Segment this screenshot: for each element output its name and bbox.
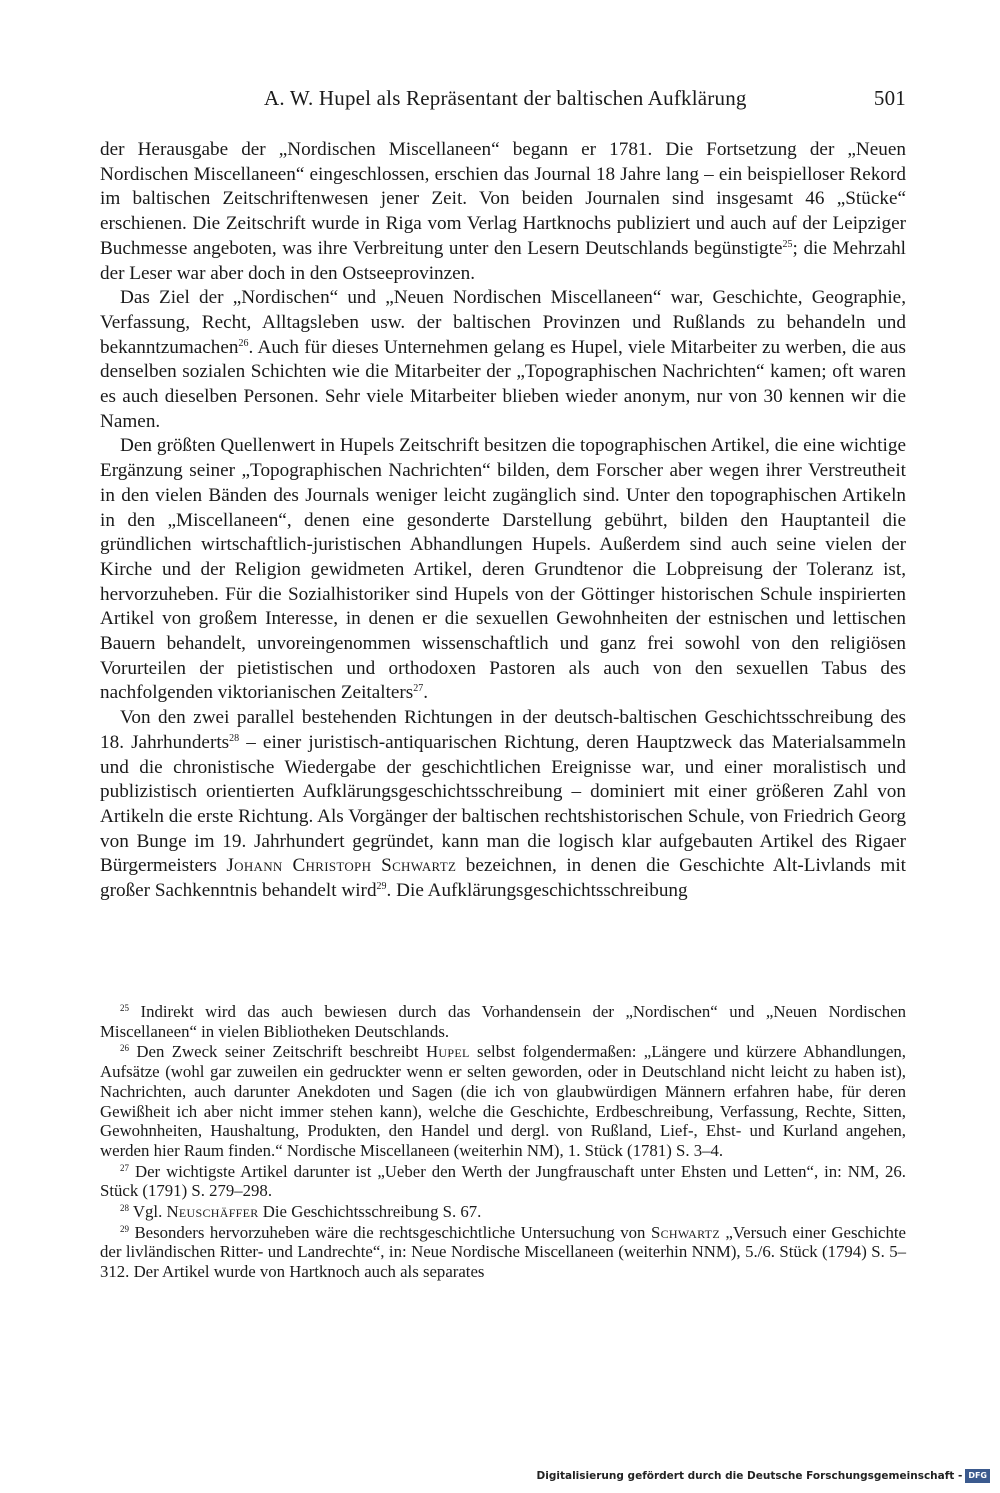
footnote-text: Vgl. bbox=[129, 1202, 167, 1222]
footnote-text: selbst folgendermaßen: „Längere und kürzere Abhandlungen, Aufsätze (wohl gar zuweilen ein gedruckter wenn er selten geworden, oder in Deutschland nicht leicht zu haben ist), Nachrichten, auch darunter Anekdoten und Sagen (die ich von glaubwürdigen Männern erfahren habe, für deren Gewißheit ich aber nicht immer stehen kann), welche die Geschichte, Erdbeschreibung, Verfassung, Rechte, Sitten, Gewohnheiten, Haushaltung, Produkten, den Handel und dergl. von Rußland, Lief-, Ehst- und Kurland angehen, werden hier Raum finden.“ Nordische Miscellaneen (weiterhin NM), 1. Stück (1781) S. 3–4. bbox=[100, 1042, 906, 1160]
person-name: Johann Christoph Schwartz bbox=[226, 855, 457, 877]
text-segment: Von den zwei parallel bestehenden Richtungen in der deutsch-baltischen Geschichtsschreibung des 18. Jahrhunderts bbox=[100, 707, 906, 753]
footnotes bbox=[100, 1002, 906, 1283]
footnote bbox=[100, 1042, 906, 1160]
text-segment: Das Ziel der „Nordischen“ und „Neuen Nordischen Miscellaneen“ war, Geschichte, Geographie, Verfassung, Recht, Alltagsleben usw. der baltischen Provinzen und Rußlands zu behandeln und bekanntzumachen bbox=[100, 287, 906, 358]
text-segment: . bbox=[423, 682, 429, 704]
footnote-number: 27 bbox=[120, 1162, 129, 1173]
footnote-text: Die Geschichtsschreibung S. 67. bbox=[258, 1202, 482, 1222]
footnote-number: 26 bbox=[120, 1043, 129, 1054]
footnote-text: Besonders hervorzuheben wäre die rechtsgeschichtliche Untersuchung von bbox=[129, 1222, 651, 1242]
person-name: Schwartz bbox=[650, 1222, 720, 1242]
paragraph bbox=[100, 286, 906, 434]
footnote bbox=[100, 1202, 906, 1222]
person-name: Hupel bbox=[426, 1042, 470, 1062]
footnote-text: „Versuch einer Geschichte der livländischen Ritter- und Landrechte“, in: Neue Nordische Miscellaneen (weiterhin NNM), 5./6. Stück (1794) S. 5–312. Der Artikel wurde von Hartknoch auch als separates bbox=[100, 1222, 906, 1282]
digitization-credit bbox=[537, 1469, 990, 1483]
footnote-text: Indirekt wird das auch bewiesen durch das Vorhandensein der „Nordischen“ und „Neuen Nordischen Miscellaneen“ in vielen Bibliotheken Deutschlands. bbox=[100, 1002, 906, 1041]
text-segment: der Herausgabe der „Nordischen Miscellaneen“ begann er 1781. Die Fortsetzung der „Neuen Nordischen Miscellaneen“ eingeschlossen, erschien das Journal 18 Jahre lang – ein beispielloser Rekord im baltischen Zeitschriftenwesen jener Zeit. Von beiden Journalen sind insgesamt 46 „Stücke“ erschienen. Die Zeitschrift wurde in Riga vom Verlag Hartknochs publiziert und auch auf der Leipziger Buchmesse angeboten, was ihre Verbreitung unter den Lesern Deutschlands begünstigte bbox=[100, 139, 906, 259]
running-title: A. W. Hupel als Repräsentant der baltischen Aufklärung bbox=[264, 86, 747, 110]
footnote bbox=[100, 1223, 906, 1282]
dfg-logo: DFG bbox=[965, 1469, 990, 1483]
footnote-ref: 26 bbox=[238, 337, 249, 349]
paragraph bbox=[100, 706, 906, 904]
text-segment: . Die Aufklärungsgeschichtsschreibung bbox=[386, 880, 688, 902]
footnote-ref: 25 bbox=[782, 238, 793, 250]
footnote-text: Den Zweck seiner Zeitschrift beschreibt bbox=[129, 1042, 427, 1062]
text-segment: ; die Mehrzahl der Leser war aber doch in den Ostseeprovinzen. bbox=[100, 237, 907, 284]
footnote-ref: 27 bbox=[413, 683, 424, 695]
page-number: 501 bbox=[873, 86, 906, 110]
footnote-number: 28 bbox=[120, 1203, 129, 1214]
person-name: Neuschäffer bbox=[166, 1202, 259, 1222]
footnote bbox=[100, 1162, 906, 1201]
text-segment: – einer juristisch-antiquarischen Richtung, deren Hauptzweck das Materialsammeln und die chronistische Wiedergabe der geschichtlichen Ereignisse war, und einer moralistisch und publizistisch orientierten Aufklärungsgeschichtsschreibung – dominiert mit einer größeren Zahl von Artikeln die erste Richtung. Als Vorgänger der baltischen rechtshistorischen Schule, von Friedrich Georg von Bunge im 19. Jahrhundert gegründet, kann man die logisch klar aufgebauten Artikel des Rigaer Bürgermeisters bbox=[100, 731, 907, 877]
footnote-number: 29 bbox=[120, 1223, 129, 1234]
running-header bbox=[100, 86, 906, 116]
footnote-ref: 28 bbox=[229, 732, 240, 744]
footnote-number: 25 bbox=[120, 1003, 129, 1013]
text-segment: bezeichnen, in denen die Geschichte Alt-Livlands mit großer Sachkenntnis behandelt wird bbox=[100, 855, 906, 902]
footnote-ref: 29 bbox=[376, 881, 387, 893]
text-segment: . Auch für dieses Unternehmen gelang es Hupel, viele Mitarbeiter zu werben, die aus denselben sozialen Schichten wie die Mitarbeiter der „Topographischen Nachrichten“ kamen; oft waren es auch dieselben Personen. Sehr viele Mitarbeiter blieben wieder anonym, nur von 30 kennen wir die Namen. bbox=[100, 336, 906, 432]
footnote bbox=[100, 1002, 906, 1041]
footnote-text: Der wichtigste Artikel darunter ist „Ueber den Werth der Jungfrauschaft unter Ehsten und Letten“, in: NM, 26. Stück (1791) S. 279–298. bbox=[100, 1161, 906, 1201]
paragraph bbox=[100, 138, 906, 286]
text-segment: Den größten Quellenwert in Hupels Zeitschrift besitzen die topographischen Artikel, die eine wichtige Ergänzung seiner „Topographischen Nachrichten“ bilden, dem Forscher aber wegen ihrer Verstreutheit in den vielen Bänden des Journals weniger leicht zugänglich sind. Unter den topographischen Artikeln in den „Miscellaneen“, denen eine gesonderte Darstellung gebührt, bilden den Hauptanteil die gründlichen wirtschaftlich-juristischen Abhandlungen Hupels. Außerdem sind auch seine vielen der Kirche und der Religion gewidmeten Artikel, deren Grundtenor die Lobpreisung der Toleranz ist, hervorzuheben. Für die Sozialhistoriker sind Hupels von der Göttinger historischen Schule inspirierten Artikel von großem Interesse, in denen er die sexuellen Gewohnheiten der estnischen und lettischen Bauern behandelt, unvoreingenommen wissenschaftlich und ganz frei sowohl von den religiösen Vorurteilen der pietistischen und orthodoxen Pastoren als auch von den sexuellen Tabus des nachfolgenden viktorianischen Zeitalters bbox=[100, 435, 906, 704]
paragraph bbox=[100, 434, 906, 706]
credit-text: Digitalisierung gefördert durch die Deutsche Forschungsgemeinschaft - bbox=[536, 1470, 963, 1482]
main-text bbox=[100, 138, 906, 904]
